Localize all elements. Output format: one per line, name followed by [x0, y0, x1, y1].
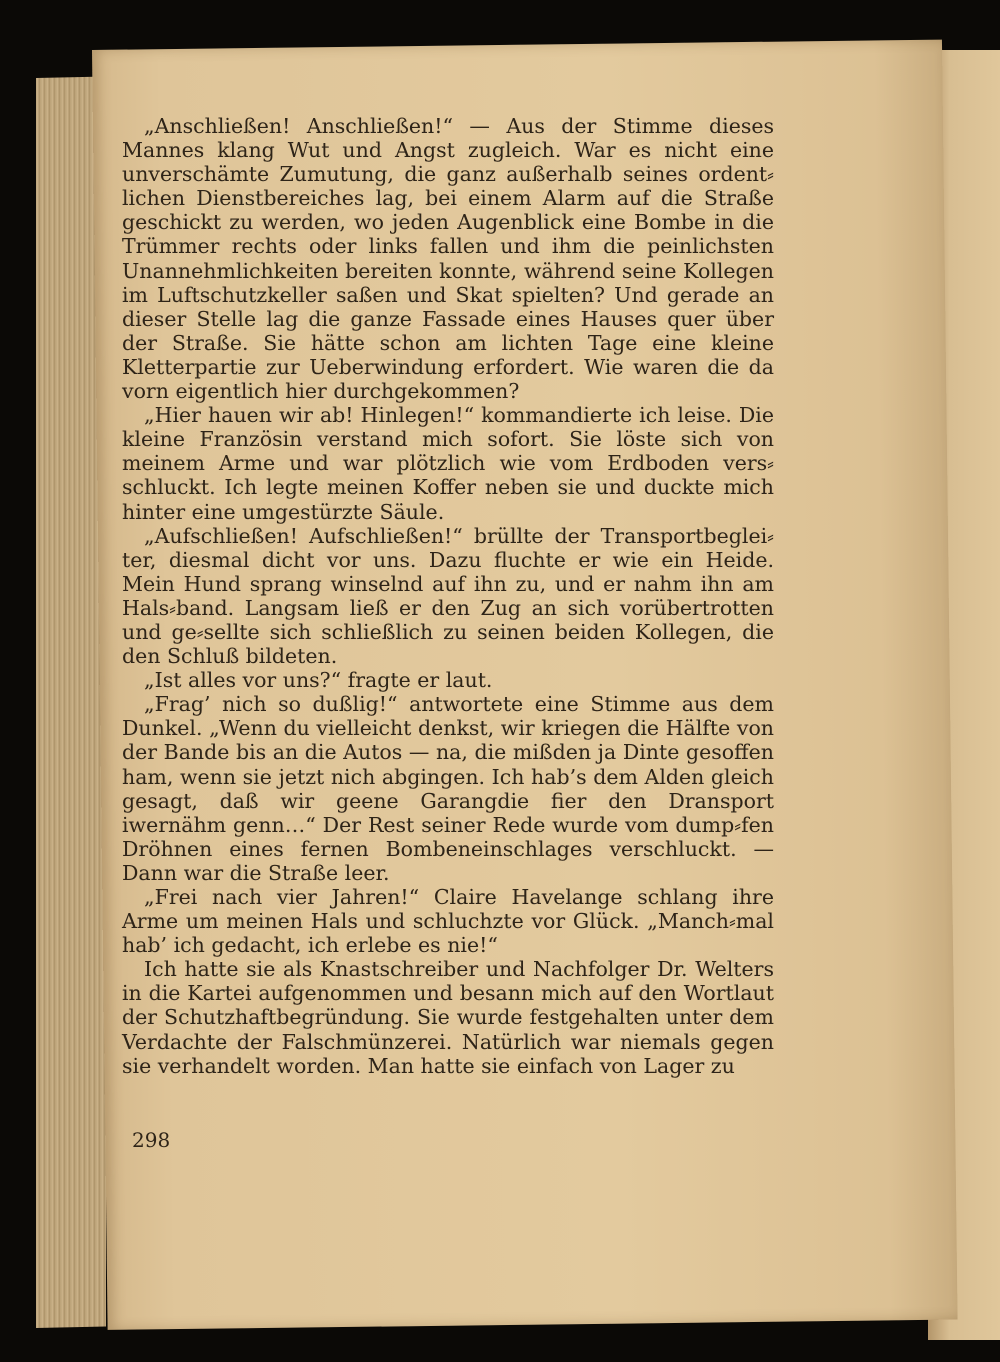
paragraph: „Hier hauen wir ab! Hinlegen!“ kommandierte ich leise. Die kleine Französin verstand mich sofort. Sie löste sich von meinem Arme und war plötzlich wie vom Erdboden vers⸗schluckt. Ich legte meinen Koffer neben sie und duckte mich hinter eine umgestürzte Säule. — [122, 403, 774, 524]
paragraph: „Anschließen! Anschließen!“ — Aus der Stimme dieses Mannes klang Wut und Angst zugleich. War es nicht eine unverschämte Zumutung, die ganz außerhalb seines ordent⸗lichen Dienstbereiches lag, bei einem Alarm auf die Straße geschickt zu werden, wo jeden Augenblick eine Bombe in die Trümmer rechts oder links fallen und ihm die peinlichsten Unannehmlichkeiten bereiten konnte, während seine Kollegen im Luftschutzkeller saßen und Skat spielten? Und gerade an dieser Stelle lag die ganze Fassade eines Hauses quer über der Straße. Sie hätte schon am lichten Tage eine kleine Kletterpartie zur Ueberwindung erfordert. Wie waren die da vorn eigentlich hier durchgekommen? — [122, 114, 774, 404]
paragraph: „Frag’ nich so dußlig!“ antwortete eine Stimme aus dem Dunkel. „Wenn du vielleicht denkst, wir kriegen die Hälfte von der Bande bis an die Autos — na, die mißden ja Dinte gesoffen ham, wenn sie jetzt nich abgingen. Ich hab’s dem Alden gleich gesagt, daß wir geene Garangdie fier den Dransport iwernähm genn…“ Der Rest seiner Rede wurde vom dump⸗fen Dröhnen eines fernen Bombeneinschlages verschluckt. — Dann war die Straße leer. — [122, 692, 774, 885]
body-text — [122, 114, 774, 1078]
paragraph: Ich hatte sie als Knastschreiber und Nachfolger Dr. Welters in die Kartei aufgenommen und besann mich auf den Wortlaut der Schutzhaftbegründung. Sie wurde festgehalten unter dem Verdachte der Falschmünzerei. Natürlich war niemals gegen sie verhandelt worden. Man hatte sie einfach von Lager zu — [122, 957, 774, 1078]
page-number: 298 — [132, 1128, 171, 1152]
paragraph: „Ist alles vor uns?“ fragte er laut. — [144, 668, 493, 693]
paragraph: „Aufschließen! Aufschließen!“ brüllte der Transportbeglei⸗ter, diesmal dicht vor uns. Dazu fluchte er wie ein Heide. Mein Hund sprang winselnd auf ihn zu, und er nahm ihn am Hals⸗band. Langsam ließ er den Zug an sich vorübertrotten und ge⸗sellte sich schließlich zu seinen beiden Kollegen, die den Schluß bildeten. — [122, 523, 774, 669]
paragraph: „Frei nach vier Jahren!“ Claire Havelange schlang ihre Arme um meinen Hals und schluchzte vor Glück. „Manch⸗mal hab’ ich gedacht, ich erlebe es nie!“ — [122, 885, 774, 958]
